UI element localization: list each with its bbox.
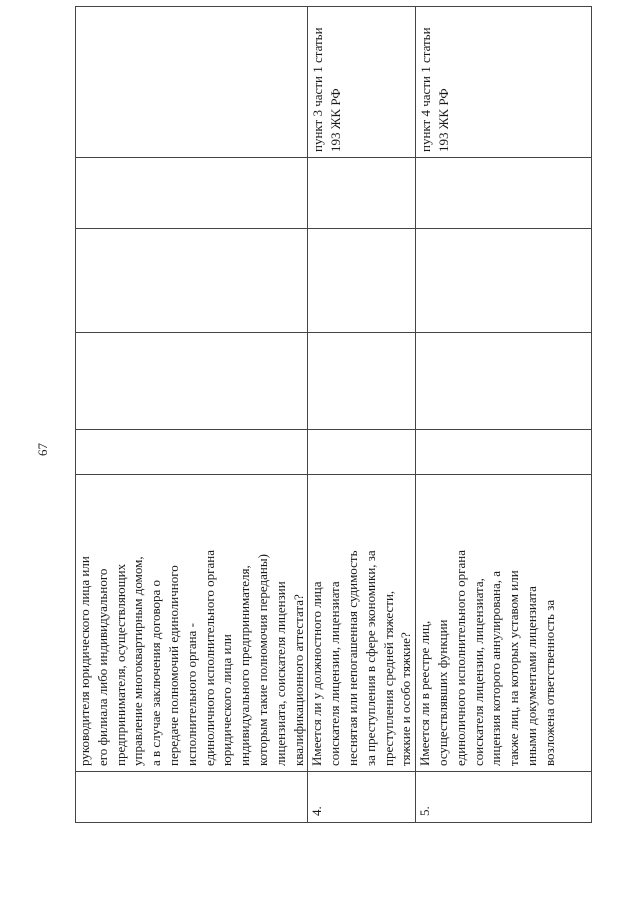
answer-yes-cell	[76, 430, 308, 475]
table-row	[308, 7, 416, 823]
question-text: Имеется ли в реестре лиц, осуществлявших функции единоличного исполнительного органа соискателя лицензии, лицензиата, лицензия которого аннулирована, а также лиц, на которых уставом или иными документами лицензиата возложена ответственность за	[417, 550, 557, 766]
question-text: руководителя юридического лица или его филиала либо индивидуального предпринимателя, осуществляющих управление многоквартирным домом, а в случае заключения договора о передаче полномочий единоличного исполнительного органа - единоличного исполнительного органа юридического лица или индивидуального предпринимателя, которым такие полномочия переданы) лицензиата, соискателя лицензии квалификационного аттестата?	[77, 550, 306, 766]
question-text: Имеется ли у должностного лица соискателя лицензии, лицензиата неснятая или непогашенная судимость за преступления в сфере экономики, за преступления средней тяжести, тяжкие и особо тяжкие?	[309, 550, 414, 766]
answer-no-cell	[416, 333, 592, 430]
table-row	[76, 7, 308, 823]
legal-reference-text: пункт 4 части 1 статьи 193 ЖК РФ	[418, 27, 451, 152]
answer-yes-cell	[416, 430, 592, 475]
comment-cell	[308, 158, 416, 229]
checklist-table	[75, 6, 592, 823]
legal-reference-cell	[416, 7, 592, 158]
answer-not-applicable-cell	[308, 229, 416, 333]
checklist-table-container	[75, 27, 575, 823]
legal-reference-cell	[76, 7, 308, 158]
question-cell	[76, 475, 308, 772]
answer-not-applicable-cell	[76, 229, 308, 333]
row-number-cell: 4.	[308, 772, 416, 823]
question-cell	[308, 475, 416, 772]
row-number-cell	[76, 772, 308, 823]
legal-reference-text: пункт 3 части 1 статьи 193 ЖК РФ	[310, 27, 344, 152]
question-cell	[416, 475, 592, 772]
row-number-cell: 5.	[416, 772, 592, 823]
page-number: 67	[35, 443, 50, 456]
comment-cell	[416, 158, 592, 229]
table-row	[416, 7, 592, 823]
answer-no-cell	[76, 333, 308, 430]
answer-yes-cell	[308, 430, 416, 475]
comment-cell	[76, 158, 308, 229]
answer-no-cell	[308, 333, 416, 430]
legal-reference-cell	[308, 7, 416, 158]
answer-not-applicable-cell	[416, 229, 592, 333]
